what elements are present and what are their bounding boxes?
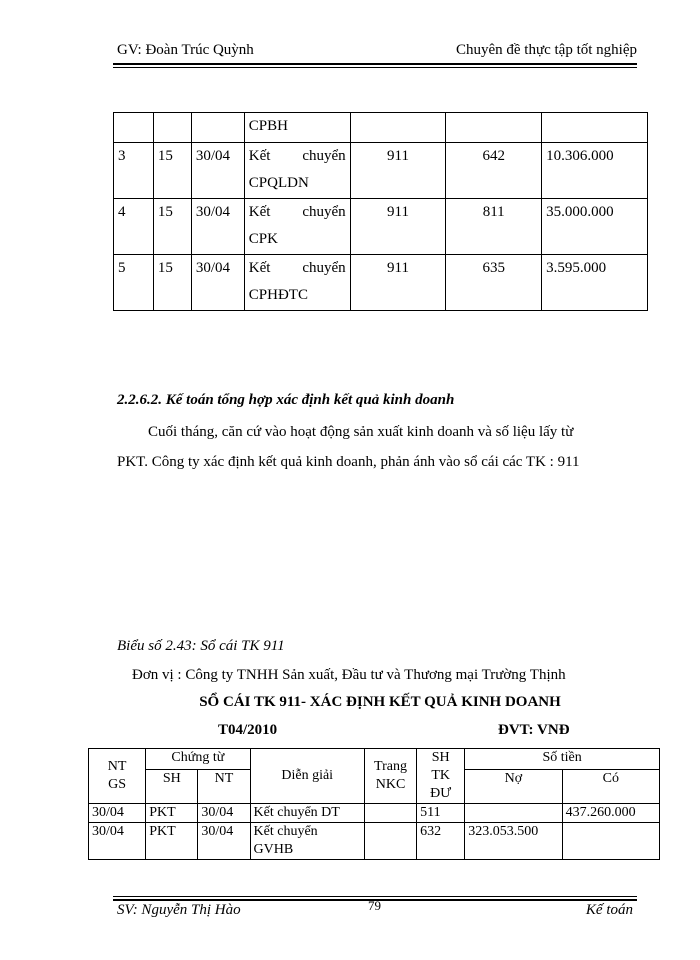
row-nt: 30/04 bbox=[198, 823, 250, 860]
row-sh: 15 bbox=[153, 199, 191, 255]
table-row bbox=[89, 823, 660, 860]
header-right: Chuyên đề thực tập tốt nghiệp bbox=[455, 42, 637, 58]
col-no: Nợ bbox=[465, 770, 562, 804]
row-sh: 15 bbox=[153, 255, 191, 311]
row-credit: 635 bbox=[446, 255, 542, 311]
row-date bbox=[191, 113, 244, 143]
figure-caption: Biểu số 2.43: Sổ cái TK 911 bbox=[117, 638, 285, 654]
row-desc bbox=[244, 113, 350, 143]
footer-right: Kế toán bbox=[585, 902, 633, 918]
table-row bbox=[114, 113, 648, 143]
journal-table bbox=[113, 112, 648, 311]
row-credit bbox=[446, 113, 542, 143]
desc-word: Kết bbox=[248, 260, 271, 276]
row-sh bbox=[153, 113, 191, 143]
row-sh: PKT bbox=[146, 823, 198, 860]
row-debit: 911 bbox=[350, 199, 446, 255]
row-nt: 30/04 bbox=[198, 804, 250, 823]
row-desc bbox=[244, 199, 350, 255]
row-desc bbox=[250, 823, 364, 860]
row-debit: 323.053.500 bbox=[465, 823, 562, 860]
ledger-table bbox=[88, 748, 660, 860]
header-row bbox=[89, 749, 660, 770]
col-co: Có bbox=[562, 770, 659, 804]
row-desc bbox=[244, 143, 350, 199]
col-chungtu: Chứng từ bbox=[146, 749, 250, 770]
row-debit: 911 bbox=[350, 255, 446, 311]
header-rule bbox=[113, 63, 637, 65]
header-label: NT bbox=[107, 759, 127, 774]
desc-line: CPBH bbox=[248, 118, 288, 134]
header-label: TK bbox=[431, 768, 450, 783]
desc-word: chuyển bbox=[302, 260, 346, 276]
section-heading: 2.2.6.2. Kế toán tổng hợp xác định kết quả kinh doanh bbox=[117, 392, 455, 408]
row-sh: 15 bbox=[153, 143, 191, 199]
page-number: 79 bbox=[368, 898, 381, 913]
footer-rule-thin bbox=[113, 896, 637, 897]
row-page bbox=[364, 823, 416, 860]
col-diengiai: Diễn giải bbox=[250, 749, 364, 804]
row-date: 30/04 bbox=[89, 804, 146, 823]
desc-line: CPHĐTC bbox=[248, 287, 308, 303]
col-sh: SH bbox=[146, 770, 198, 804]
row-desc: Kết chuyển DT bbox=[250, 804, 364, 823]
row-credit: 437.260.000 bbox=[562, 804, 659, 823]
header-label: SH bbox=[431, 750, 450, 765]
desc-word: chuyển bbox=[302, 148, 346, 164]
row-no: 3 bbox=[114, 143, 154, 199]
header-left: GV: Đoàn Trúc Quỳnh bbox=[117, 42, 254, 58]
row-amount: 35.000.000 bbox=[542, 199, 648, 255]
unit-line: Đơn vị : Công ty TNHH Sản xuất, Đầu tư và Thương mại Trường Thịnh bbox=[132, 667, 566, 683]
row-date: 30/04 bbox=[191, 199, 244, 255]
row-no: 5 bbox=[114, 255, 154, 311]
row-credit: 811 bbox=[446, 199, 542, 255]
header-label: GS bbox=[108, 777, 127, 792]
col-ntgs bbox=[89, 749, 146, 804]
desc-word: Kết bbox=[248, 204, 271, 220]
col-shtk bbox=[417, 749, 465, 804]
row-amount: 10.306.000 bbox=[542, 143, 648, 199]
ledger-title: SỔ CÁI TK 911- XÁC ĐỊNH KẾT QUẢ KINH DOANH bbox=[199, 694, 561, 710]
col-sotien: Số tiền bbox=[465, 749, 660, 770]
row-amount: 3.595.000 bbox=[542, 255, 648, 311]
table-row bbox=[114, 199, 648, 255]
paragraph-line-2: PKT. Công ty xác định kết quả kinh doanh, phản ánh vào sổ cái các TK : 911 bbox=[117, 454, 580, 470]
desc-line: CPK bbox=[248, 231, 278, 247]
currency-unit: ĐVT: VNĐ bbox=[498, 722, 570, 738]
desc-word: Kết bbox=[248, 148, 271, 164]
col-trang bbox=[364, 749, 416, 804]
row-credit: 642 bbox=[446, 143, 542, 199]
desc-line: GVHB bbox=[253, 842, 294, 857]
table-row bbox=[89, 804, 660, 823]
row-date: 30/04 bbox=[89, 823, 146, 860]
period: T04/2010 bbox=[218, 722, 278, 738]
table-row bbox=[114, 255, 648, 311]
row-debit bbox=[465, 804, 562, 823]
desc-line: CPQLDN bbox=[248, 175, 309, 191]
row-debit bbox=[350, 113, 446, 143]
desc-word: chuyển bbox=[302, 204, 346, 220]
row-page bbox=[364, 804, 416, 823]
row-sh: PKT bbox=[146, 804, 198, 823]
header-label: Trang bbox=[374, 759, 407, 774]
header-label: ĐƯ bbox=[430, 786, 452, 801]
row-date: 30/04 bbox=[191, 143, 244, 199]
row-credit bbox=[562, 823, 659, 860]
header-rule-thin bbox=[113, 67, 637, 68]
row-debit: 911 bbox=[350, 143, 446, 199]
row-desc bbox=[244, 255, 350, 311]
row-no bbox=[114, 113, 154, 143]
paragraph-line-1: Cuối tháng, căn cứ vào hoạt động sản xuất kinh doanh và số liệu lấy từ bbox=[148, 424, 574, 440]
row-acct: 511 bbox=[417, 804, 465, 823]
row-amount bbox=[542, 113, 648, 143]
row-acct: 632 bbox=[417, 823, 465, 860]
row-no: 4 bbox=[114, 199, 154, 255]
desc-line: Kết chuyển bbox=[253, 824, 318, 839]
footer-left: SV: Nguyễn Thị Hào bbox=[117, 902, 241, 918]
col-nt: NT bbox=[198, 770, 250, 804]
table-row bbox=[114, 143, 648, 199]
row-date: 30/04 bbox=[191, 255, 244, 311]
header-label: NKC bbox=[375, 777, 406, 792]
